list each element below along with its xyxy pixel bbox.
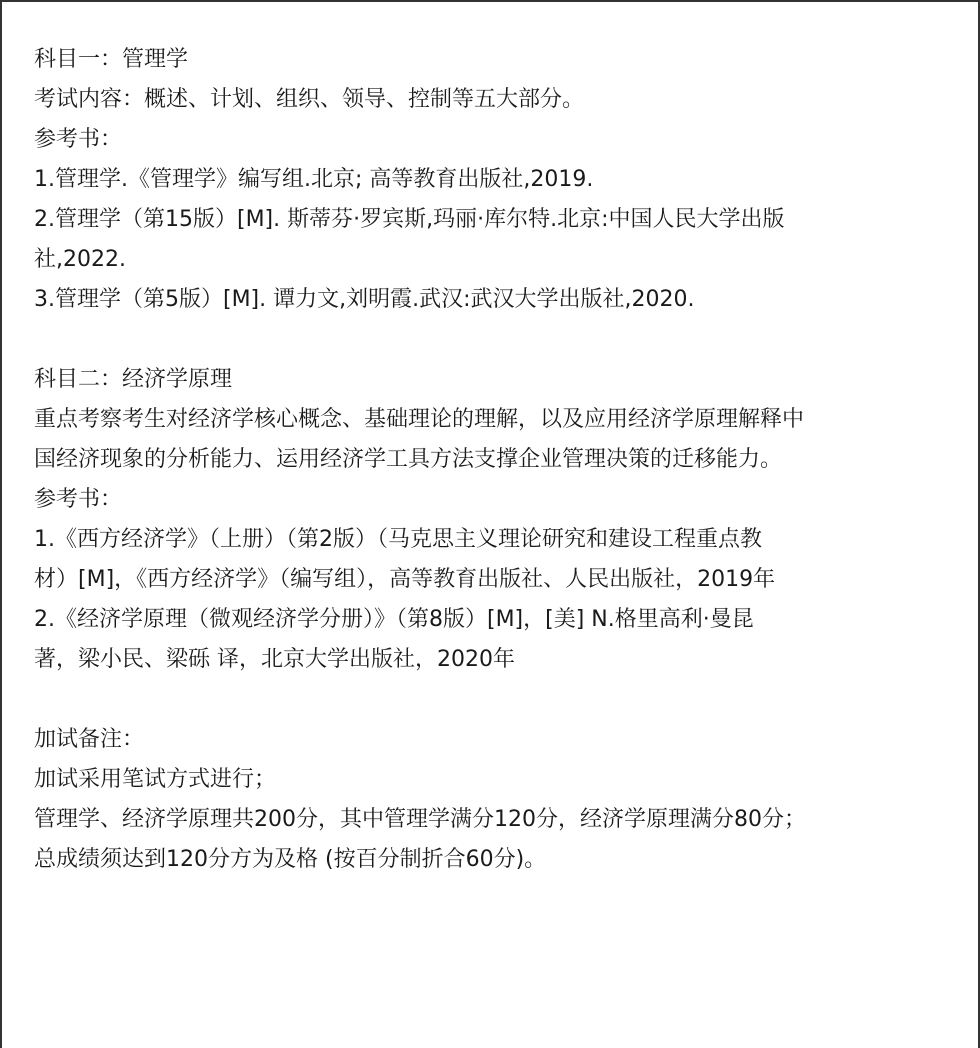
section2-ref-line: 材）[M]，《西方经济学》（编写组），高等教育出版社、人民出版社，2019年	[34, 567, 776, 592]
section3-line: 管理学、经济学原理共200分，其中管理学满分120分，经济学原理满分80分；	[34, 807, 806, 832]
section2-content-line: 国经济现象的分析能力、运用经济学工具方法支撑企业管理决策的迁移能力。	[34, 447, 783, 472]
section2-ref-line: 1.《西方经济学》（上册）（第2版）（马克思主义理论研究和建设工程重点教	[34, 527, 762, 552]
section1-ref-line: 社,2022.	[34, 247, 126, 272]
section2-ref-line: 2.《经济学原理（微观经济学分册）》（第8版）[M]，[美] N.格里高利·曼昆	[34, 607, 754, 632]
section3-title: 加试备注：	[34, 727, 145, 752]
section2-ref-heading: 参考书：	[34, 487, 123, 512]
section2-ref-line: 著，梁小民、梁砾 译，北京大学出版社，2020年	[34, 647, 515, 672]
section1-ref-line: 1.管理学.《管理学》编写组.北京; 高等教育出版社,2019.	[34, 167, 594, 192]
section3-line: 总成绩须达到120分方为及格 (按百分制折合60分)。	[34, 847, 547, 872]
section1-ref-line: 3.管理学（第5版）[M]. 谭力文,刘明霞.武汉:武汉大学出版社,2020.	[34, 287, 695, 312]
section1-title: 科目一：管理学	[34, 47, 189, 72]
spacer	[34, 680, 954, 720]
section2-title: 科目二：经济学原理	[34, 367, 233, 392]
section2-content-line: 重点考察考生对经济学核心概念、基础理论的理解，以及应用经济学原理解释中	[34, 407, 805, 432]
section1-ref-heading: 参考书：	[34, 127, 123, 152]
section1-content: 考试内容：概述、计划、组织、领导、控制等五大部分。	[34, 87, 585, 112]
spacer	[34, 320, 954, 360]
section1-ref-line: 2.管理学（第15版）[M]. 斯蒂芬·罗宾斯,玛丽·库尔特.北京:中国人民大学出版	[34, 207, 785, 232]
section3-line: 加试采用笔试方式进行；	[34, 767, 277, 792]
document-body	[34, 40, 954, 880]
